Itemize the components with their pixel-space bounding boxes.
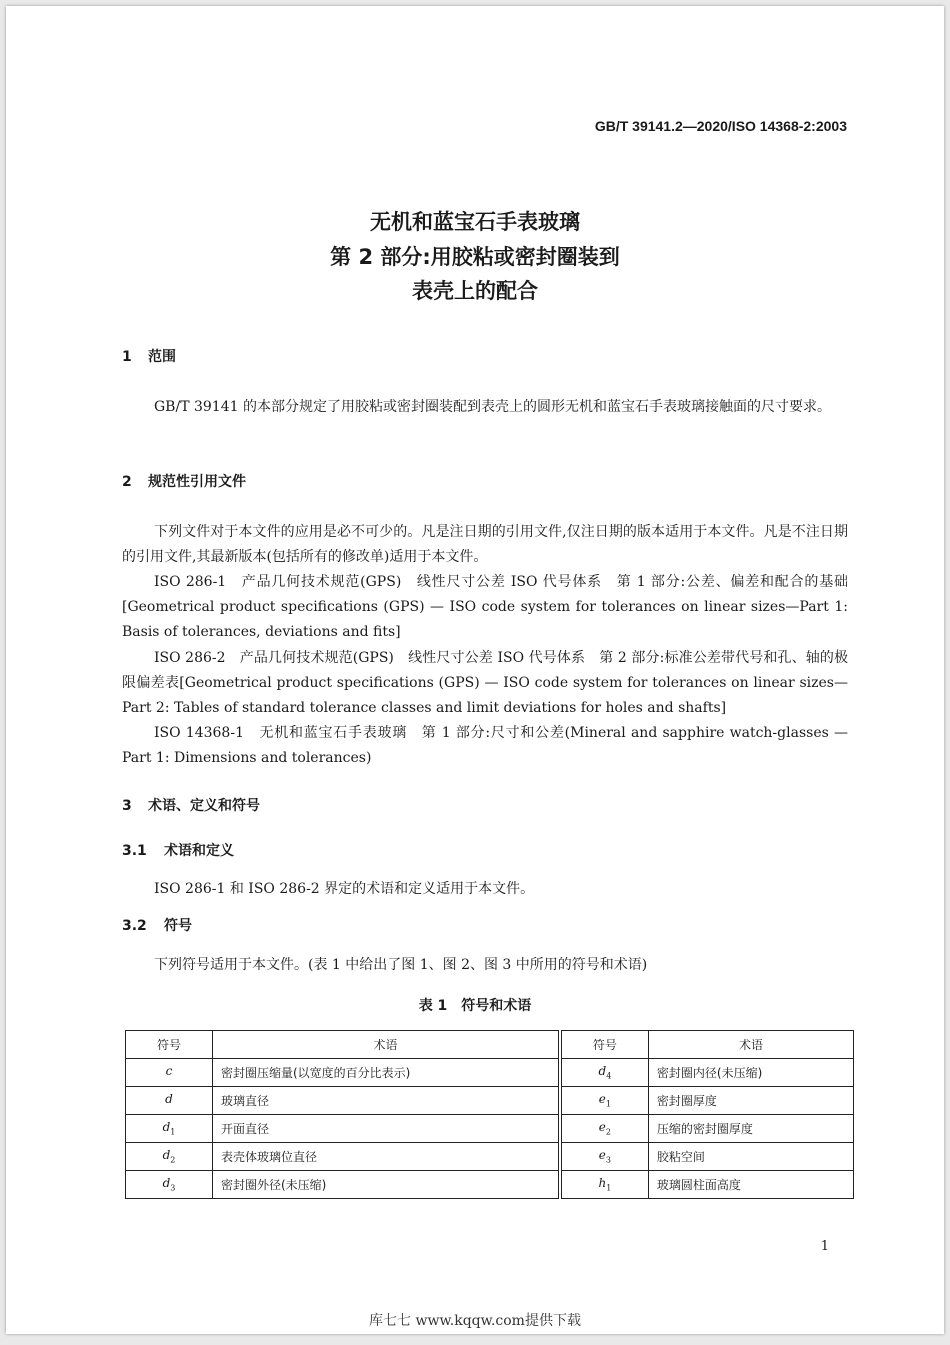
term-cell: 密封圈外径(未压缩) xyxy=(213,1171,559,1199)
page-number: 1 xyxy=(820,1239,829,1254)
symbol-cell: $d_3$ xyxy=(126,1171,213,1199)
table-header-row xyxy=(126,1031,854,1059)
section-3-1-heading xyxy=(122,840,234,860)
term-cell: 密封圈厚度 xyxy=(648,1087,853,1115)
section-3-heading xyxy=(122,795,260,815)
section-3-number: 3 xyxy=(122,798,132,814)
symbols-table xyxy=(125,1030,854,1199)
title-line-3: 表壳上的配合 xyxy=(412,279,538,303)
symbol-cell: $d_2$ xyxy=(126,1143,213,1171)
term-cell: 密封圈压缩量(以宽度的百分比表示) xyxy=(213,1059,559,1087)
section-3-2-text: 下列符号适用于本文件。(表 1 中给出了图 1、图 2、图 3 中所用的符号和术语) xyxy=(154,957,648,973)
term-cell: 压缩的密封圈厚度 xyxy=(648,1115,853,1143)
table-row xyxy=(126,1115,854,1143)
section-3-2-heading xyxy=(122,915,192,935)
table-row xyxy=(126,1143,854,1171)
reference-iso-286-1: ISO 286-1 产品几何技术规范(GPS) 线性尺寸公差 ISO 代号体系 第 1 部分:公差、偏差和配合的基础[Geometrical product specifications (GPS) — ISO code system for tolerances on linear sizes—Part 1: Basis of tolerances, deviations and fits] xyxy=(122,574,848,640)
section-3-1-title: 术语和定义 xyxy=(164,843,234,859)
section-3-2-title: 符号 xyxy=(164,918,192,934)
title-line-2: 第 2 部分:用胶粘或密封圈装到 xyxy=(330,245,620,269)
header-symbol-left: 符号 xyxy=(126,1031,213,1059)
symbol-cell: $h_1$ xyxy=(561,1171,648,1199)
term-cell: 表壳体玻璃位直径 xyxy=(213,1143,559,1171)
table-row xyxy=(126,1059,854,1087)
term-cell: 胶粘空间 xyxy=(648,1143,853,1171)
symbol-cell: d xyxy=(126,1087,213,1115)
term-cell: 玻璃圆柱面高度 xyxy=(648,1171,853,1199)
section-2-title: 规范性引用文件 xyxy=(148,474,246,490)
section-2-number: 2 xyxy=(122,474,132,490)
header-term-left: 术语 xyxy=(213,1031,559,1059)
section-3-title: 术语、定义和符号 xyxy=(148,798,260,814)
symbol-cell: c xyxy=(126,1059,213,1087)
table-row xyxy=(126,1087,854,1115)
document-page xyxy=(6,6,944,1334)
section-3-1-text: ISO 286-1 和 ISO 286-2 界定的术语和定义适用于本文件。 xyxy=(154,881,535,897)
section-2-heading xyxy=(122,471,246,491)
table-1-caption: 表 1 符号和术语 xyxy=(418,998,532,1014)
download-footer: 库七七 www.kqqw.com提供下载 xyxy=(369,1313,581,1329)
table-row xyxy=(126,1171,854,1199)
section-3-2-number: 3.2 xyxy=(122,918,147,934)
section-1-number: 1 xyxy=(122,349,132,365)
title-line-1: 无机和蓝宝石手表玻璃 xyxy=(370,210,580,234)
section-1-text: GB/T 39141 的本部分规定了用胶粘或密封圈装配到表壳上的圆形无机和蓝宝石手表玻璃接触面的尺寸要求。 xyxy=(154,399,831,415)
symbol-cell: $e_3$ xyxy=(561,1143,648,1171)
standard-code: GB/T 39141.2—2020/ISO 14368-2:2003 xyxy=(594,118,847,134)
symbol-cell: $e_2$ xyxy=(561,1115,648,1143)
header-symbol-right: 符号 xyxy=(561,1031,648,1059)
symbol-cell: $e_1$ xyxy=(561,1087,648,1115)
section-2-intro: 下列文件对于本文件的应用是必不可少的。凡是注日期的引用文件,仅注日期的版本适用于本文件。凡是不注日期的引用文件,其最新版本(包括所有的修改单)适用于本文件。 xyxy=(122,524,848,565)
section-3-1-number: 3.1 xyxy=(122,843,147,859)
section-1-title: 范围 xyxy=(148,349,176,365)
header-term-right: 术语 xyxy=(648,1031,853,1059)
term-cell: 玻璃直径 xyxy=(213,1087,559,1115)
symbol-cell: $d_1$ xyxy=(126,1115,213,1143)
reference-iso-286-2: ISO 286-2 产品几何技术规范(GPS) 线性尺寸公差 ISO 代号体系 第 2 部分:标准公差带代号和孔、轴的极限偏差表[Geometrical product specifications (GPS) — ISO code system for tolerances on linear sizes—Part 2: Tables of standard tolerance classes and limit deviations for holes and shafts] xyxy=(122,650,848,716)
term-cell: 开面直径 xyxy=(213,1115,559,1143)
term-cell: 密封圈内径(未压缩) xyxy=(648,1059,853,1087)
section-1-heading xyxy=(122,346,176,366)
reference-iso-14368-1: ISO 14368-1 无机和蓝宝石手表玻璃 第 1 部分:尺寸和公差(Mineral and sapphire watch-glasses — Part 1: Dimensions and tolerances) xyxy=(122,725,848,766)
symbol-cell: $d_4$ xyxy=(561,1059,648,1087)
